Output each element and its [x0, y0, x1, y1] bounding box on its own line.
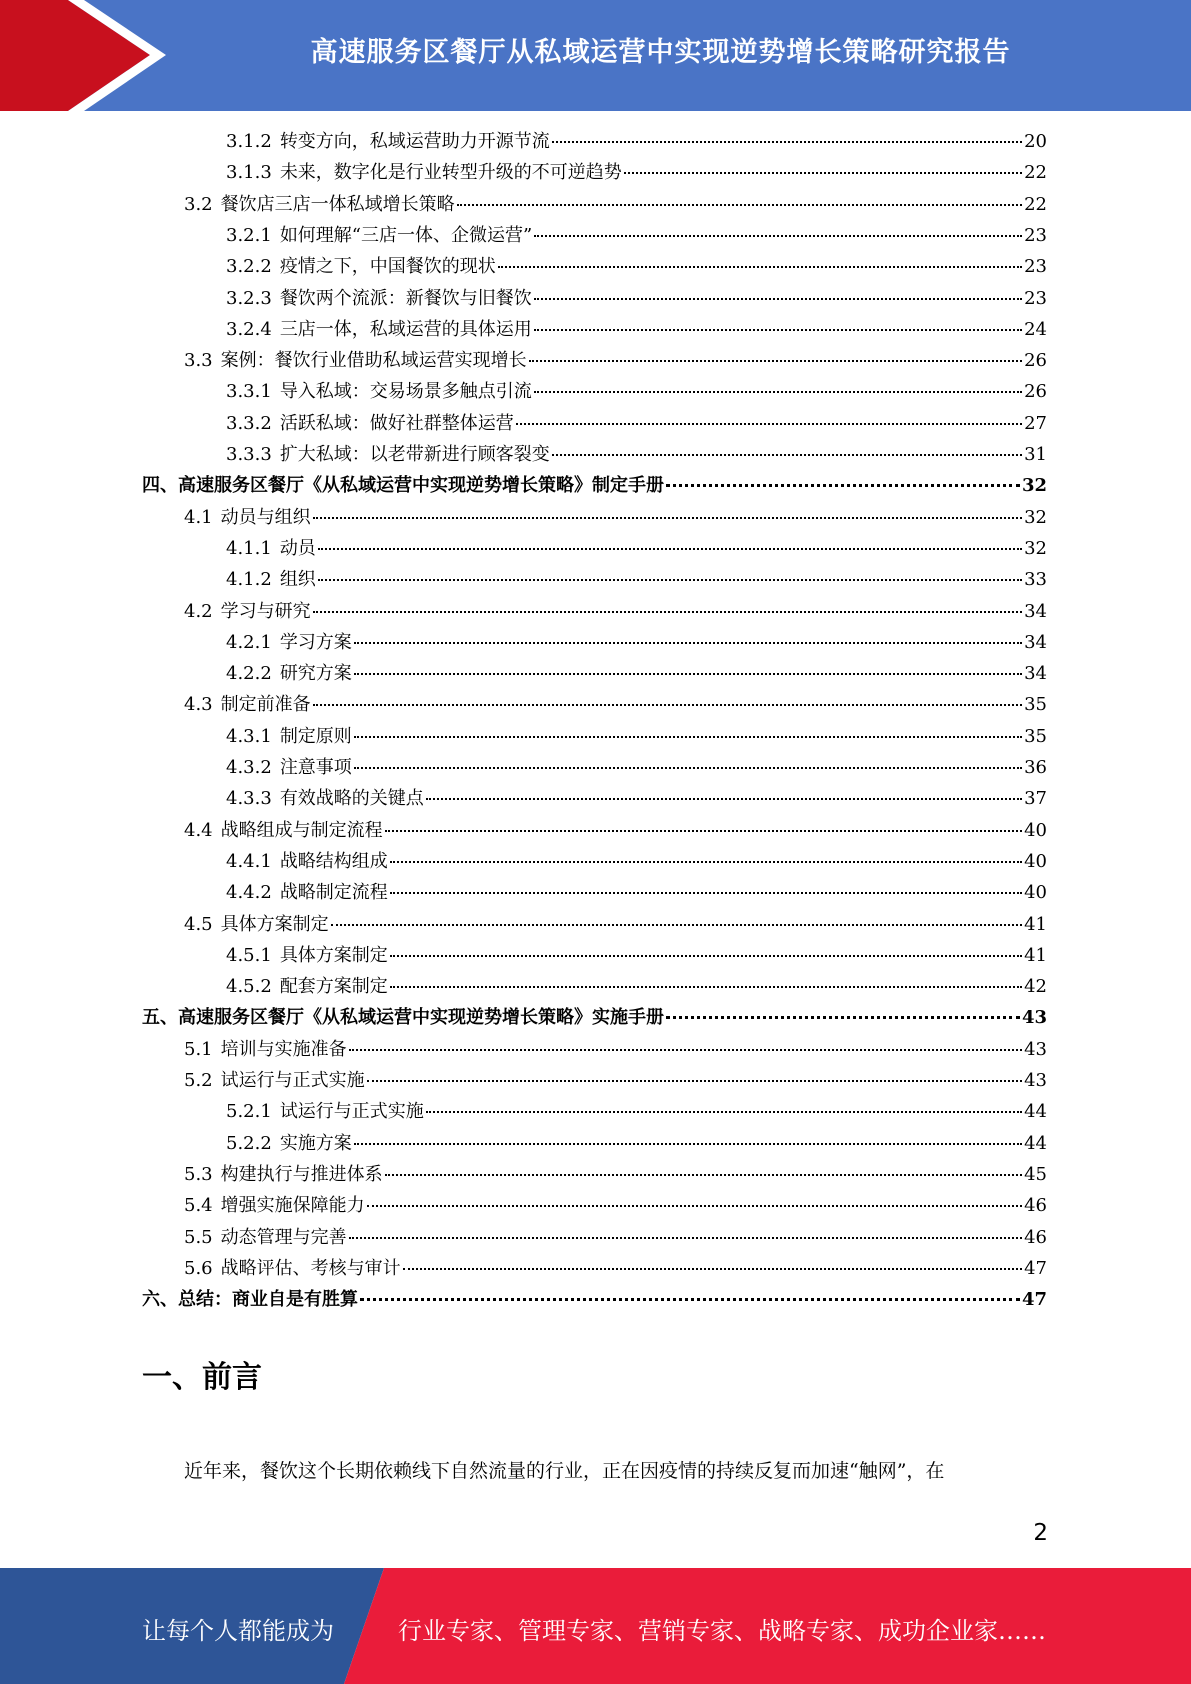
toc-entry-page: 26	[1024, 381, 1047, 402]
toc-entry[interactable]	[226, 971, 1047, 1002]
toc-entry-number: 3.1.3	[226, 162, 272, 183]
toc-entry-title: 未来，数字化是行业转型升级的不可逆趋势	[279, 162, 622, 183]
toc-entry-title: 实施方案	[279, 1133, 352, 1154]
toc-dot-leader	[367, 1205, 1022, 1207]
toc-entry-number: 5.2.2	[226, 1133, 272, 1154]
toc-entry-page: 34	[1024, 663, 1047, 684]
toc-dot-leader	[666, 1016, 1020, 1019]
toc-entry-number: 4.3.3	[226, 788, 272, 809]
footer-slogan-right: 行业专家、管理专家、营销专家、战略专家、成功企业家……	[398, 1617, 1046, 1645]
toc-entry-number: 4.3.2	[226, 757, 272, 778]
toc-dot-leader	[457, 204, 1022, 206]
toc-entry-page: 42	[1024, 976, 1047, 997]
toc-entry-number: 3.2.3	[226, 288, 272, 309]
toc-entry-title: 制定原则	[279, 726, 352, 747]
toc-entry-title: 餐饮两个流派：新餐饮与旧餐饮	[279, 288, 532, 309]
toc-entry-title: 增强实施保障能力	[220, 1195, 365, 1216]
footer-slogan-left: 让每个人都能成为	[142, 1617, 334, 1645]
toc-entry-title: 试运行与正式实施	[220, 1070, 365, 1091]
toc-entry-title: 战略组成与制定流程	[220, 820, 383, 841]
toc-entry-title: 战略评估、考核与审计	[220, 1258, 401, 1279]
toc-entry-title: 制定前准备	[220, 694, 311, 715]
toc-dot-leader	[354, 673, 1022, 675]
toc-entry-title: 转变方向，私域运营助力开源节流	[279, 131, 550, 152]
toc-entry[interactable]	[226, 658, 1047, 689]
toc-entry[interactable]	[184, 1159, 1047, 1190]
toc-entry-number: 4.5.1	[226, 945, 272, 966]
toc-entry-number: 4.4	[184, 820, 213, 841]
toc-entry-title: 战略结构组成	[279, 851, 388, 872]
toc-dot-leader	[318, 579, 1022, 581]
toc-entry[interactable]	[184, 345, 1047, 376]
toc-entry[interactable]	[184, 815, 1047, 846]
toc-entry-title: 三店一体，私域运营的具体运用	[279, 319, 532, 340]
toc-dot-leader	[552, 141, 1022, 143]
toc-entry-page: 47	[1024, 1258, 1047, 1279]
toc-entry-page: 43	[1021, 1007, 1047, 1028]
toc-entry-page: 20	[1024, 131, 1047, 152]
toc-entry-page: 37	[1024, 788, 1047, 809]
toc-entry[interactable]	[226, 940, 1047, 971]
toc-entry-page: 47	[1021, 1289, 1047, 1310]
toc-entry[interactable]	[226, 752, 1047, 783]
toc-entry[interactable]	[184, 502, 1047, 533]
toc-entry-number: 5.2	[184, 1070, 213, 1091]
toc-entry-number: 3.3	[184, 350, 213, 371]
toc-entry-number: 3.3.3	[226, 444, 272, 465]
toc-entry-number: 3.3.1	[226, 381, 272, 402]
toc-entry-number: 4.1.2	[226, 569, 272, 590]
toc-dot-leader	[390, 892, 1022, 894]
toc-dot-leader	[426, 1111, 1022, 1113]
toc-entry-title: 五、高速服务区餐厅《从私域运营中实现逆势增长策略》实施手册	[142, 1007, 664, 1028]
toc-entry[interactable]	[226, 283, 1047, 314]
toc-entry[interactable]	[142, 1002, 1047, 1033]
toc-dot-leader	[534, 329, 1022, 331]
toc-dot-leader	[552, 454, 1022, 456]
toc-entry-title: 疫情之下，中国餐饮的现状	[279, 256, 496, 277]
body-paragraph: 近年来，餐饮这个长期依赖线下自然流量的行业，正在因疫情的持续反复而加速“触网”，在	[184, 1460, 945, 1482]
toc-dot-leader	[390, 955, 1022, 957]
toc-entry-page: 24	[1024, 319, 1047, 340]
toc-entry[interactable]	[226, 721, 1047, 752]
toc-entry-number: 3.2	[184, 194, 213, 215]
toc-entry-number: 4.2	[184, 601, 213, 622]
toc-entry-number: 4.3.1	[226, 726, 272, 747]
toc-entry-page: 23	[1024, 225, 1047, 246]
toc-entry-page: 36	[1024, 757, 1047, 778]
toc-entry-page: 45	[1024, 1164, 1047, 1185]
toc-dot-leader	[385, 1174, 1022, 1176]
toc-entry[interactable]	[184, 1190, 1047, 1221]
toc-entry-title: 配套方案制定	[279, 976, 388, 997]
toc-entry-page: 41	[1024, 945, 1047, 966]
toc-entry-page: 33	[1024, 569, 1047, 590]
toc-dot-leader	[534, 235, 1022, 237]
toc-dot-leader	[313, 611, 1022, 613]
toc-entry[interactable]	[226, 408, 1047, 439]
toc-entry[interactable]	[226, 783, 1047, 814]
toc-entry-number: 4.1	[184, 507, 213, 528]
toc-entry-page: 44	[1024, 1101, 1047, 1122]
toc-dot-leader	[349, 1237, 1022, 1239]
toc-entry-title: 培训与实施准备	[220, 1039, 347, 1060]
page-number: 2	[1033, 1520, 1048, 1546]
toc-entry-number: 5.3	[184, 1164, 213, 1185]
toc-entry-title: 具体方案制定	[220, 914, 329, 935]
header-title: 高速服务区餐厅从私域运营中实现逆势增长策略研究报告	[310, 37, 1011, 68]
toc-entry[interactable]	[226, 439, 1047, 470]
toc-entry[interactable]	[226, 376, 1047, 407]
toc-entry-number: 3.2.4	[226, 319, 272, 340]
page-header	[0, 0, 1191, 111]
toc-entry[interactable]	[184, 189, 1047, 220]
toc-entry[interactable]	[226, 251, 1047, 282]
toc-dot-leader	[349, 1049, 1022, 1051]
toc-entry-page: 23	[1024, 288, 1047, 309]
toc-entry-page: 41	[1024, 914, 1047, 935]
toc-dot-leader	[331, 924, 1022, 926]
toc-dot-leader	[354, 642, 1022, 644]
toc-entry[interactable]	[226, 157, 1047, 188]
toc-dot-leader	[426, 798, 1022, 800]
toc-entry-number: 4.4.1	[226, 851, 272, 872]
toc-dot-leader	[354, 1143, 1022, 1145]
toc-entry-number: 5.5	[184, 1227, 213, 1248]
toc-dot-leader	[354, 767, 1022, 769]
toc-entry[interactable]	[226, 627, 1047, 658]
toc-dot-leader	[516, 423, 1022, 425]
toc-entry-page: 22	[1024, 194, 1047, 215]
toc-entry-title: 学习方案	[279, 632, 352, 653]
toc-dot-leader	[390, 861, 1022, 863]
toc-entry-title: 餐饮店三店一体私域增长策略	[220, 194, 455, 215]
toc-entry[interactable]	[184, 596, 1047, 627]
toc-entry-page: 40	[1024, 851, 1047, 872]
toc-entry-number: 4.5.2	[226, 976, 272, 997]
toc-entry-number: 5.6	[184, 1258, 213, 1279]
toc-entry-title: 研究方案	[279, 663, 352, 684]
toc-entry-page: 32	[1021, 475, 1047, 496]
toc-entry-title: 动员	[279, 538, 316, 559]
toc-entry-title: 案例：餐饮行业借助私域运营实现增长	[220, 350, 527, 371]
toc-entry-title: 具体方案制定	[279, 945, 388, 966]
toc-entry-page: 40	[1024, 820, 1047, 841]
toc-entry-title: 注意事项	[279, 757, 352, 778]
toc-entry[interactable]	[184, 1065, 1047, 1096]
toc-entry-number: 5.1	[184, 1039, 213, 1060]
toc-entry[interactable]	[226, 564, 1047, 595]
toc-entry-page: 43	[1024, 1039, 1047, 1060]
toc-entry-title: 六、总结：商业自是有胜算	[142, 1289, 358, 1310]
toc-entry-page: 35	[1024, 694, 1047, 715]
toc-entry-page: 44	[1024, 1133, 1047, 1154]
toc-entry-page: 35	[1024, 726, 1047, 747]
toc-dot-leader	[529, 360, 1022, 362]
toc-entry-title: 动员与组织	[220, 507, 311, 528]
toc-entry-number: 3.2.2	[226, 256, 272, 277]
toc-entry[interactable]	[184, 689, 1047, 720]
toc-dot-leader	[534, 391, 1022, 393]
toc-entry[interactable]	[184, 1222, 1047, 1253]
toc-entry-number: 3.3.2	[226, 413, 272, 434]
toc-entry-page: 32	[1024, 507, 1047, 528]
toc-dot-leader	[360, 1298, 1020, 1301]
toc-dot-leader	[385, 830, 1022, 832]
toc-entry-title: 动态管理与完善	[220, 1227, 347, 1248]
toc-entry-number: 4.4.2	[226, 882, 272, 903]
toc-entry[interactable]	[142, 470, 1047, 501]
toc-entry[interactable]	[226, 1128, 1047, 1159]
toc-entry[interactable]	[226, 533, 1047, 564]
toc-entry-number: 4.3	[184, 694, 213, 715]
toc-entry-number: 3.2.1	[226, 225, 272, 246]
toc-entry[interactable]	[226, 126, 1047, 157]
toc-entry[interactable]	[184, 1253, 1047, 1284]
toc-entry-title: 导入私域：交易场景多触点引流	[279, 381, 532, 402]
toc-entry[interactable]	[226, 1096, 1047, 1127]
toc-dot-leader	[498, 266, 1022, 268]
section-heading: 一、前言	[142, 1360, 262, 1395]
toc-dot-leader	[313, 704, 1022, 706]
toc-entry-page: 27	[1024, 413, 1047, 434]
toc-dot-leader	[624, 172, 1022, 174]
toc-entry-number: 3.1.2	[226, 131, 272, 152]
toc-entry-number: 4.2.1	[226, 632, 272, 653]
toc-entry[interactable]	[142, 1284, 1047, 1315]
toc-dot-leader	[354, 736, 1022, 738]
toc-entry-page: 46	[1024, 1227, 1047, 1248]
toc-entry-title: 如何理解“三店一体、企微运营”	[279, 225, 533, 246]
toc-entry[interactable]	[226, 877, 1047, 908]
toc-entry-title: 扩大私域：以老带新进行顾客裂变	[279, 444, 550, 465]
toc-entry-title: 四、高速服务区餐厅《从私域运营中实现逆势增长策略》制定手册	[142, 475, 664, 496]
toc-entry-title: 活跃私域：做好社群整体运营	[279, 413, 514, 434]
toc-entry-page: 46	[1024, 1195, 1047, 1216]
toc-entry-number: 5.4	[184, 1195, 213, 1216]
toc-entry-page: 40	[1024, 882, 1047, 903]
toc-entry-title: 战略制定流程	[279, 882, 388, 903]
toc-entry[interactable]	[226, 846, 1047, 877]
toc-entry[interactable]	[184, 1034, 1047, 1065]
toc-entry-page: 22	[1024, 162, 1047, 183]
toc-entry-number: 4.5	[184, 914, 213, 935]
toc-dot-leader	[390, 986, 1022, 988]
toc-entry[interactable]	[226, 314, 1047, 345]
toc-entry[interactable]	[184, 909, 1047, 940]
toc-entry-page: 34	[1024, 632, 1047, 653]
toc-entry-number: 4.1.1	[226, 538, 272, 559]
toc-entry-title: 组织	[279, 569, 316, 590]
toc-entry-page: 31	[1024, 444, 1047, 465]
toc-entry-number: 5.2.1	[226, 1101, 272, 1122]
toc-dot-leader	[666, 484, 1020, 487]
toc-dot-leader	[318, 548, 1022, 550]
toc-entry-title: 构建执行与推进体系	[220, 1164, 383, 1185]
toc-entry-title: 有效战略的关键点	[279, 788, 424, 809]
toc-entry-page: 26	[1024, 350, 1047, 371]
toc-entry-number: 4.2.2	[226, 663, 272, 684]
toc-entry-page: 23	[1024, 256, 1047, 277]
toc-entry-title: 试运行与正式实施	[279, 1101, 424, 1122]
toc-entry-title: 学习与研究	[220, 601, 311, 622]
toc-entry-page: 43	[1024, 1070, 1047, 1091]
toc-dot-leader	[534, 298, 1022, 300]
toc-entry[interactable]	[226, 220, 1047, 251]
toc-dot-leader	[403, 1268, 1022, 1270]
page-footer	[0, 1568, 1191, 1684]
toc-dot-leader	[313, 517, 1022, 519]
toc-entry-page: 34	[1024, 601, 1047, 622]
toc-entry-page: 32	[1024, 538, 1047, 559]
toc-dot-leader	[367, 1080, 1022, 1082]
